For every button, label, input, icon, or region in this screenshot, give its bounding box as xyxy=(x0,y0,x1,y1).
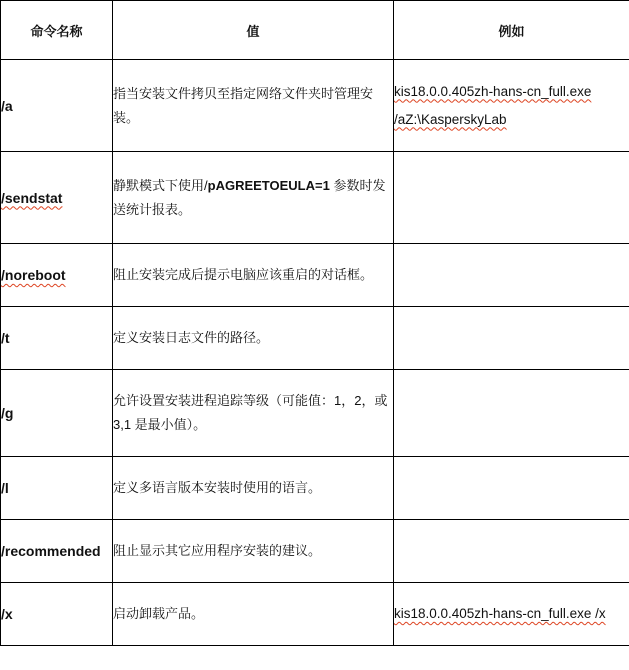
command-example xyxy=(394,457,629,520)
table-row xyxy=(1,307,629,370)
command-example xyxy=(394,583,629,646)
header-command-name: 命令名称 xyxy=(1,1,113,60)
command-example xyxy=(394,520,629,583)
command-name: /t xyxy=(1,307,113,370)
command-name: /noreboot xyxy=(1,244,113,307)
command-name: /l xyxy=(1,457,113,520)
table-row xyxy=(1,370,629,457)
table-row xyxy=(1,60,629,152)
command-value: 启动卸载产品。 xyxy=(113,583,394,646)
command-example xyxy=(394,370,629,457)
table-header-row xyxy=(1,1,629,60)
command-example xyxy=(394,152,629,244)
command-value: 静默模式下使用/pAGREETOEULA=1 参数时发送统计报表。 xyxy=(113,152,394,244)
table-row xyxy=(1,520,629,583)
table-row xyxy=(1,244,629,307)
example-line: kis18.0.0.405zh-hans-cn_full.exe xyxy=(394,83,592,99)
command-value: 阻止显示其它应用程序安装的建议。 xyxy=(113,520,394,583)
command-name: /a xyxy=(1,60,113,152)
command-value: 阻止安装完成后提示电脑应该重启的对话框。 xyxy=(113,244,394,307)
command-example xyxy=(394,307,629,370)
value-parameter: pAGREETOEULA=1 xyxy=(207,177,330,193)
header-example: 例如 xyxy=(394,1,629,60)
command-value: 指当安装文件拷贝至指定网络文件夹时管理安装。 xyxy=(113,60,394,152)
example-line: /aZ:\KasperskyLab xyxy=(394,111,507,127)
command-name: /recommended xyxy=(1,520,113,583)
command-name: /sendstat xyxy=(1,152,113,244)
command-example xyxy=(394,60,629,152)
command-name: /x xyxy=(1,583,113,646)
command-value: 定义安装日志文件的路径。 xyxy=(113,307,394,370)
command-value: 允许设置安装进程追踪等级（可能值：1，2，或 3,1 是最小值）。 xyxy=(113,370,394,457)
header-value: 值 xyxy=(113,1,394,60)
table-row xyxy=(1,152,629,244)
table-row xyxy=(1,457,629,520)
command-name: /g xyxy=(1,370,113,457)
command-value: 定义多语言版本安装时使用的语言。 xyxy=(113,457,394,520)
table-row xyxy=(1,583,629,646)
command-example xyxy=(394,244,629,307)
example-line: kis18.0.0.405zh-hans-cn_full.exe /x xyxy=(394,606,606,621)
